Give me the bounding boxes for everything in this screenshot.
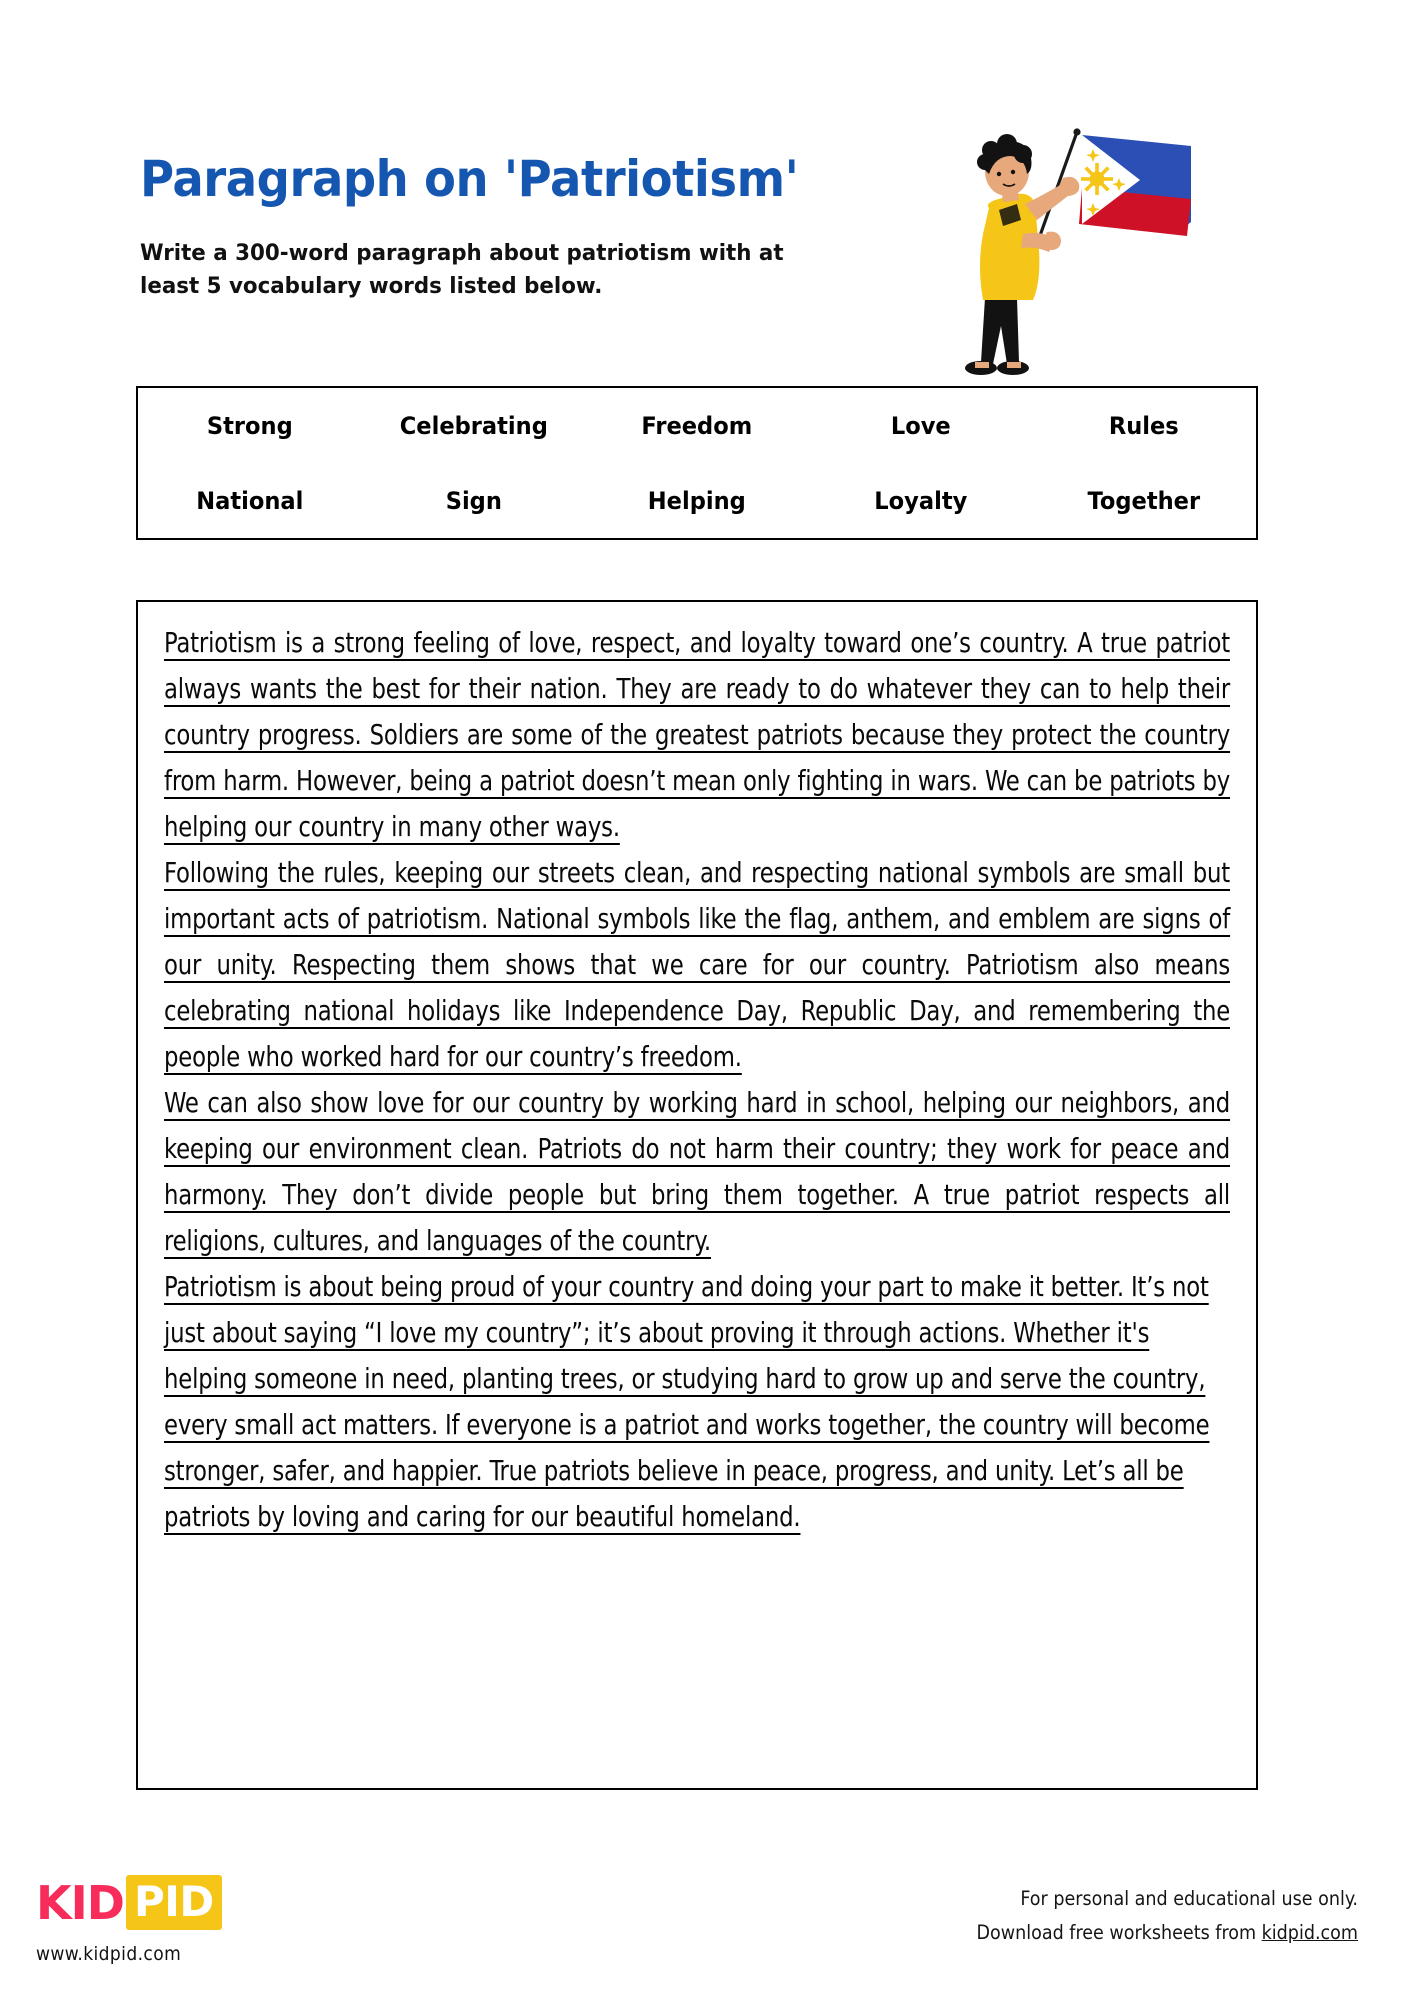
vocab-word: Freedom xyxy=(641,411,753,440)
vocab-word: Loyalty xyxy=(874,486,968,515)
footer-notes xyxy=(977,1882,1359,1950)
kidpid-logo[interactable] xyxy=(36,1875,222,1930)
vocabulary-row-2 xyxy=(138,463,1256,538)
answer-paragraph-box[interactable] xyxy=(136,600,1258,1790)
vocab-word: Love xyxy=(890,411,951,440)
vocab-word: Helping xyxy=(647,486,746,515)
footer-usage-note: For personal and educational use only. xyxy=(1020,1887,1358,1910)
vocab-word: Celebrating xyxy=(399,411,548,440)
vocab-word: Together xyxy=(1087,486,1201,515)
vocab-word: Strong xyxy=(206,411,293,440)
vocab-word: Sign xyxy=(445,486,502,515)
paragraph-1: Patriotism is a strong feeling of love, respect, and loyalty toward one’s country. A true patriot always wants the best for their nation. They are ready to do whatever they can to help their country progress. Soldiers are some of the greatest patriots because they protect the country from harm. However, being a patriot doesn’t mean only fighting in wars. We can be patriots by helping our country in many other ways. xyxy=(164,627,1231,843)
vocabulary-word-bank xyxy=(136,386,1258,540)
paragraph-3: We can also show love for our country by working hard in school, helping our neighbors, and keeping our environment clean. Patriots do not harm their country; they work for peace and harmony. They don’t divide people but bring them together. A true patriot respects all religions, cultures, and languages of the country. xyxy=(164,1087,1231,1257)
paragraph-2: Following the rules, keeping our streets clean, and respecting national symbols are small but important acts of patriotism. National symbols like the flag, anthem, and emblem are signs of our unity. Respecting them shows that we care for our country. Patriotism also means celebrating national holidays like Independence Day, Republic Day, and remembering the people who worked hard for our country’s freedom. xyxy=(164,857,1231,1073)
logo-website-url: www.kidpid.com xyxy=(36,1943,182,1965)
logo-pid-text: PID xyxy=(126,1875,222,1930)
footer-download-prefix: Download free worksheets from xyxy=(976,1921,1262,1945)
vocab-word: National xyxy=(196,486,304,515)
worksheet-header xyxy=(0,0,1414,380)
paragraph-4: Patriotism is about being proud of your country and doing your part to make it better. It’s not just about saying “I love my country”; it’s about proving it through actions. Whether it's helping someone in need, planting trees, or studying hard to grow up and serve the country, every small act matters. If everyone is a patriot and works together, the country will become stronger, safer, and happier. True patriots believe in peace, progress, and unity. Let’s all be patriots by loving and caring for our beautiful homeland. xyxy=(164,1271,1210,1533)
worksheet-footer xyxy=(0,1860,1414,2000)
kidpid-link[interactable]: kidpid.com xyxy=(1261,1921,1358,1945)
instructions-text: Write a 300-word paragraph about patriotism with at least 5 vocabulary words listed below. xyxy=(140,240,784,300)
page-title: Paragraph on 'Patriotism' xyxy=(140,150,799,208)
flag-illustration xyxy=(955,100,1205,385)
vocab-word: Rules xyxy=(1109,411,1180,440)
logo-kid-text: KID xyxy=(36,1875,124,1930)
vocabulary-row-1 xyxy=(138,388,1256,463)
footer-download-note xyxy=(977,1916,1359,1950)
